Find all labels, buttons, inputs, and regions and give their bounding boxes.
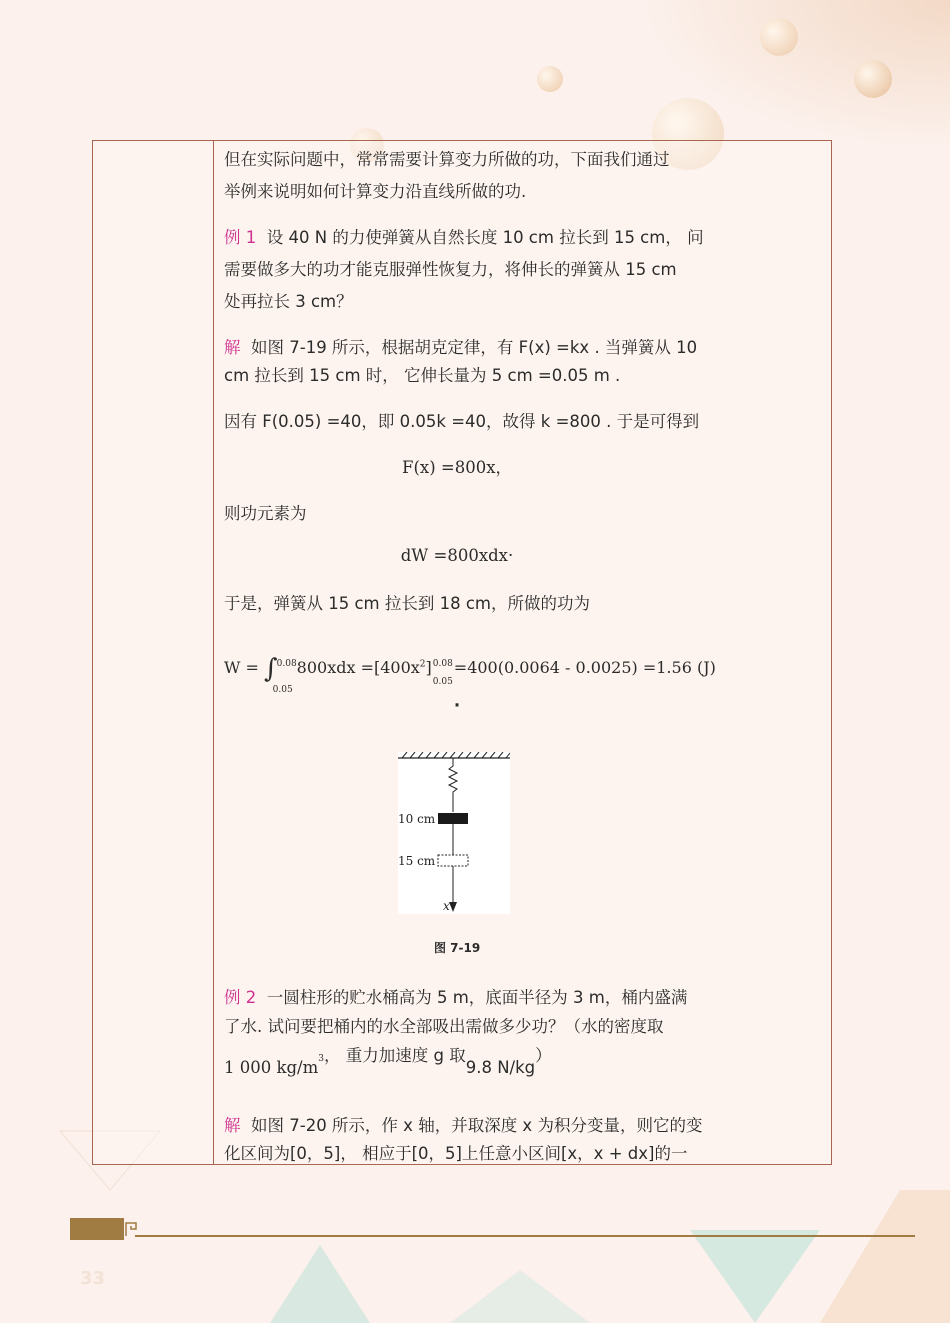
solution-text: 如图 7-20 所示，作 x 轴，并取深度 x 为积分变量，则它的变 — [251, 1116, 703, 1135]
equation-work-element: dW =800xdx· — [400, 546, 514, 565]
axis-arrow — [449, 902, 457, 912]
intro-line: 但在实际问题中，常常需要计算变力所做的功，下面我们通过 — [224, 150, 670, 169]
equation-work-integral: W = ∫ 0.08 0.05 $800xdx =[400x^2]$ 0.08 0.05 =400(0.0064 - 0.0025) =1.56 (J) — [224, 654, 716, 695]
spring-coil — [449, 758, 457, 812]
solution-line: 于是，弹簧从 15 cm 拉长到 18 cm，所做的功为 — [224, 594, 591, 613]
example-text: 一圆柱形的贮水桶高为 5 m，底面半径为 3 m，桶内盛满 — [266, 988, 688, 1007]
example-line: 需要做多大的功才能克服弹性恢复力，将伸长的弹簧从 15 cm — [224, 260, 677, 279]
equation-force: F(x) =800x， — [402, 458, 512, 477]
page-number: 33 — [80, 1268, 106, 1289]
footer-bar — [70, 1218, 124, 1240]
solution-2 — [224, 1112, 702, 1136]
figure-caption: 图 7-19 — [434, 941, 481, 955]
label-10cm: 10 cm — [398, 812, 436, 826]
solution-line: 化区间为[0，5]， 相应于[0，5]上任意小区间[x，x + dx]的一 — [224, 1144, 688, 1163]
solution-line: 因有 F(0.05) =40，即 0.05k =40，故得 k =800 . 于是可得到 — [224, 412, 700, 431]
decorative-sphere — [537, 66, 563, 92]
mass-block-10cm — [438, 813, 468, 824]
solution-line: 则功元素为 — [224, 504, 307, 523]
intro-line: 举例来说明如何计算变力沿直线所做的功. — [224, 182, 527, 201]
example-line-density: 1 000 $kg/m^3$， 重力加速度 g 取9.8 N/kg） — [224, 1046, 552, 1077]
example-text: 设 40 N 的力使弹簧从自然长度 10 cm 拉长到 15 cm， 问 — [266, 228, 704, 247]
example-line: 了水. 试问要把桶内的水全部吸出需做多少功？（水的密度取 — [224, 1017, 664, 1036]
spring-diagram — [398, 752, 510, 914]
decorative-sphere — [760, 18, 798, 56]
ceiling-hatch — [402, 752, 510, 758]
solution-text: 如图 7-19 所示，根据胡克定律，有 F(x) =kx . 当弹簧从 10 — [251, 338, 698, 357]
axis-label-x: x — [443, 899, 450, 913]
solution-1 — [224, 334, 697, 358]
left-column — [93, 141, 214, 1164]
example-label: 例 2 — [224, 988, 257, 1007]
example-1 — [224, 224, 704, 248]
mass-block-15cm — [438, 855, 468, 866]
solution-label: 解 — [224, 1116, 241, 1135]
footer-rule — [135, 1235, 915, 1237]
example-2 — [224, 984, 687, 1008]
integral-upper-limit: 0.08 — [276, 659, 297, 669]
label-15cm: 15 cm — [398, 854, 436, 868]
integral-lower-limit: 0.05 — [272, 685, 293, 695]
decorative-sphere — [854, 60, 892, 98]
example-label: 例 1 — [224, 228, 257, 247]
spring-figure — [398, 752, 510, 914]
example-line: 处再拉长 3 cm？ — [224, 292, 353, 311]
equation-period: · — [453, 696, 461, 715]
solution-line: cm 拉长到 15 cm 时， 它伸长量为 5 cm =0.05 m . — [224, 366, 621, 385]
solution-label: 解 — [224, 338, 241, 357]
